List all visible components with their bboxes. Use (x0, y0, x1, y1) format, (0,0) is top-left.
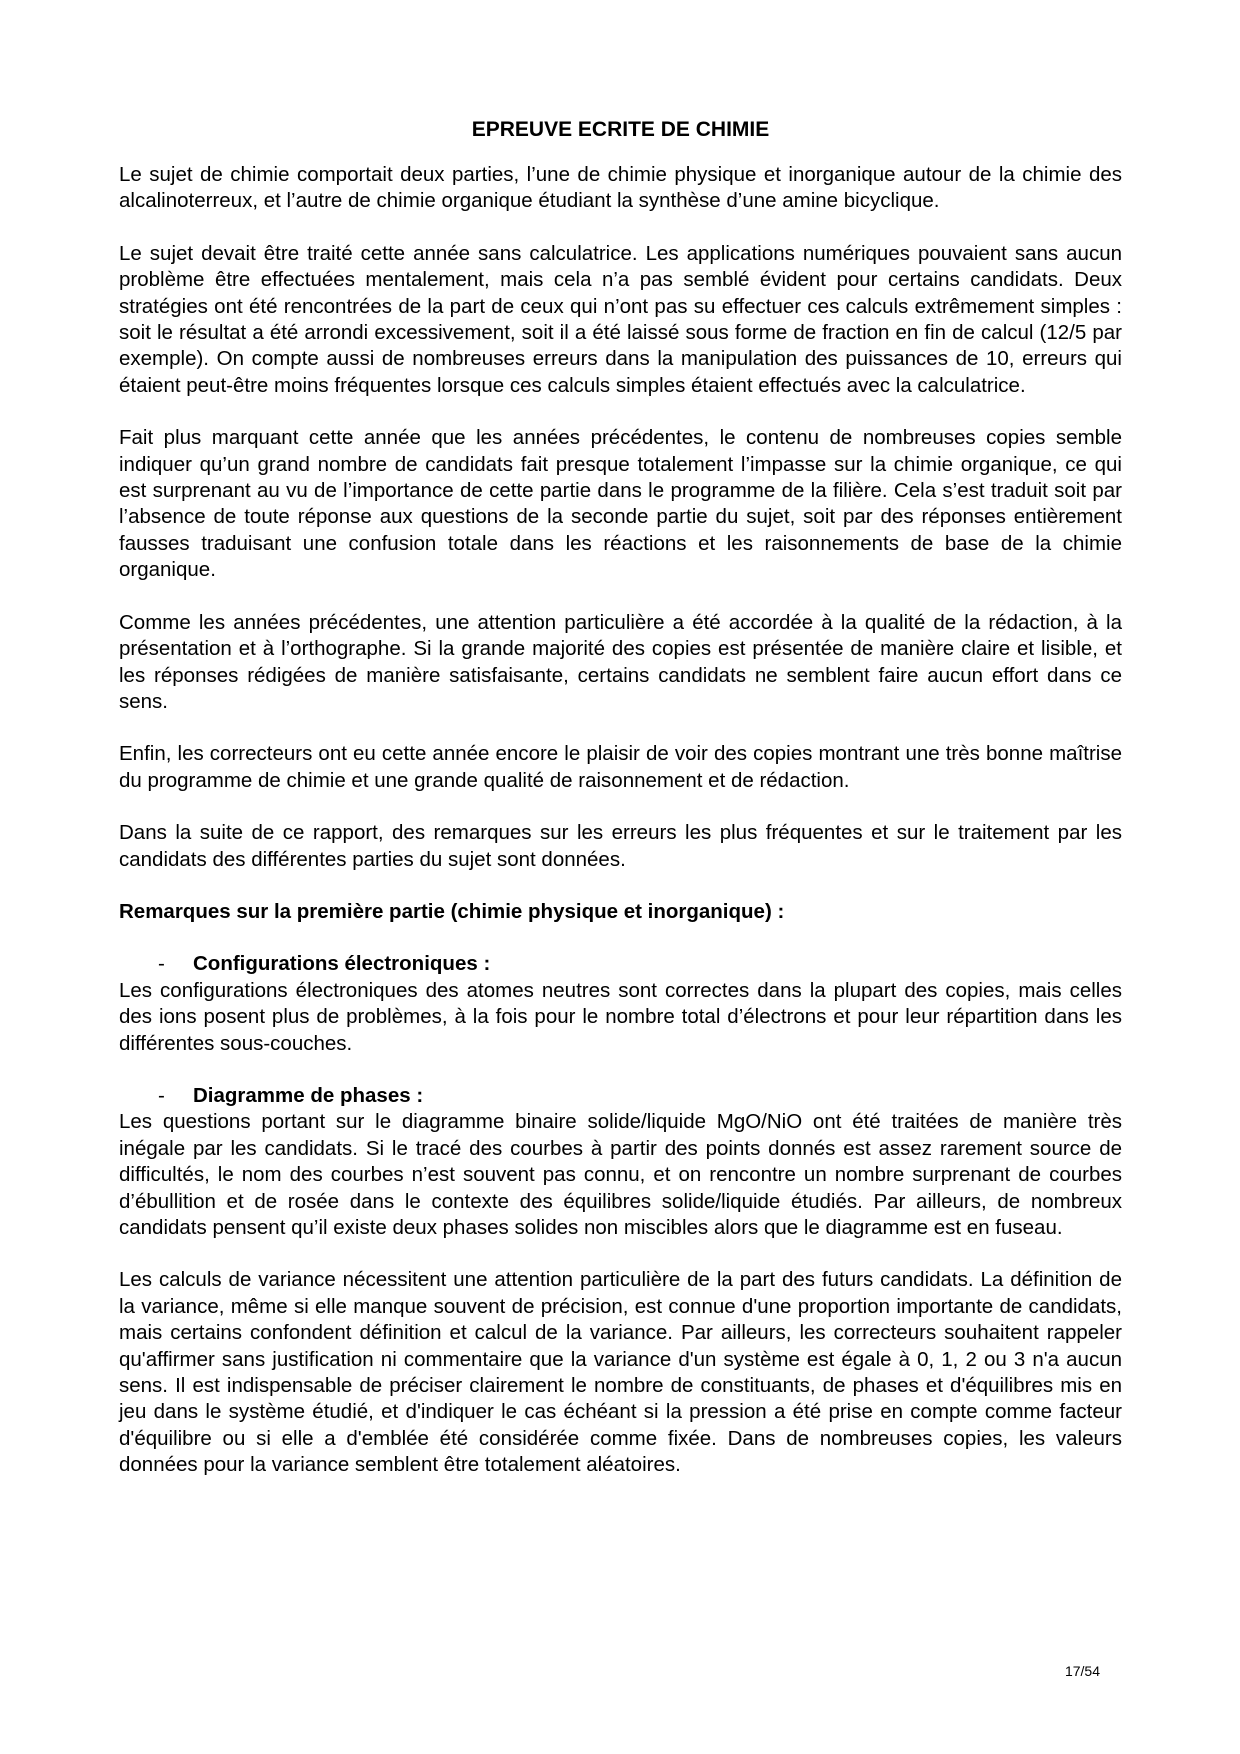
subsection-heading-text: Configurations électroniques : (193, 952, 491, 976)
diagramme-paragraph-1: Les questions portant sur le diagramme binaire solide/liquide MgO/NiO ont été traitées de manière très inégale par les candidats. Si le tracé des courbes à partir des points donnés est assez rarement source de difficultés, le nom des courbes n’est souvent pas connu, et on rencontre un nombre surprenant de courbes d’ébullition et de rosée dans le contexte des équilibres solide/liquide étudiés. Par ailleurs, de nombreux candidats pensent qu’il existe deux phases solides non miscibles alors que le diagramme est en fuseau. (119, 1110, 1122, 1239)
diagramme-paragraph-2: Les calculs de variance nécessitent une attention particulière de la part des futurs candidats. La définition de la variance, même si elle manque souvent de précision, est connue d'une proportion importante de candidats, mais certains confondent définition et calcul de la variance. Par ailleurs, les correcteurs souhaitent rappeler qu'affirmer sans justification ni commentaire que la variance d'un système est égale à 0, 1, 2 ou 3 n'a aucun sens. Il est indispensable de préciser clairement le nombre de constituants, de phases et d'équilibres mis en jeu dans le système étudié, et d'indiquer le cas échéant si la pression a été prise en compte comme facteur d'équilibre ou si elle a d'emblée été considérée comme fixée. Dans de nombreuses copies, les valeurs données pour la variance semblent être totalement aléatoires. (119, 1268, 1122, 1477)
intro-paragraph-4: Comme les années précédentes, une attention particulière a été accordée à la qualité de la rédaction, à la présentation et à l’orthographe. Si la grande majorité des copies est présentée de manière claire et lisible, et les réponses rédigées de manière satisfaisante, certains candidats ne semblent faire aucun effort dans ce sens. (119, 610, 1122, 713)
list-dash-marker: - (158, 952, 165, 976)
page-content (119, 117, 1122, 1505)
intro-paragraph-2: Le sujet devait être traité cette année sans calculatrice. Les applications numériques pouvaient sans aucun problème être effectuées mentalement, mais cela n’a pas semblé évident pour certains candidats. Deux stratégies ont été rencontrées de la part de ceux qui n’ont pas su effectuer ces calculs extrêmement simples : soit le résultat a été arrondi excessivement, soit il a été laissé sous forme de fraction en fin de calcul (12/5 par exemple). On compte aussi de nombreuses erreurs dans la manipulation des puissances de 10, erreurs qui étaient peut-être moins fréquentes lorsque ces calculs simples étaient effectués avec la calculatrice. (119, 241, 1122, 397)
document-title: EPREUVE ECRITE DE CHIMIE (471, 118, 770, 141)
list-dash-marker: - (158, 1083, 165, 1107)
subsection-heading-text: Diagramme de phases : (193, 1083, 424, 1107)
configurations-paragraph: Les configurations électroniques des atomes neutres sont correctes dans la plupart des copies, mais celles des ions posent plus de problèmes, à la fois pour le nombre total d’électrons et pour leur répartition dans les différentes sous-couches. (119, 978, 1122, 1055)
intro-paragraph-3: Fait plus marquant cette année que les années précédentes, le contenu de nombreuses copies semble indiquer qu’un grand nombre de candidats fait presque totalement l’impasse sur la chimie organique, ce qui est surprenant au vu de l’importance de cette partie dans le programme de la filière. Cela s’est traduit soit par l’absence de toute réponse aux questions de la seconde partie du sujet, soit par des réponses entièrement fausses traduisant une confusion totale dans les réactions et les raisonnements de base de la chimie organique. (119, 426, 1122, 582)
intro-paragraph-6: Dans la suite de ce rapport, des remarques sur les erreurs les plus fréquentes et sur le traitement par les candidats des différentes parties du sujet sont données. (119, 821, 1122, 871)
intro-paragraph-5: Enfin, les correcteurs ont eu cette année encore le plaisir de voir des copies montrant une très bonne maîtrise du programme de chimie et une grande qualité de raisonnement et de rédaction. (119, 742, 1122, 792)
subsection-heading-configurations (119, 951, 1122, 977)
section-heading-first-part: Remarques sur la première partie (chimie physique et inorganique) : (119, 899, 785, 923)
page-number: 17/54 (1064, 1663, 1100, 1679)
intro-paragraph-1: Le sujet de chimie comportait deux parties, l’une de chimie physique et inorganique autour de la chimie des alcalinoterreux, et l’autre de chimie organique étudiant la synthèse d’une amine bicyclique. (119, 163, 1122, 213)
subsection-heading-diagramme (119, 1083, 1122, 1109)
